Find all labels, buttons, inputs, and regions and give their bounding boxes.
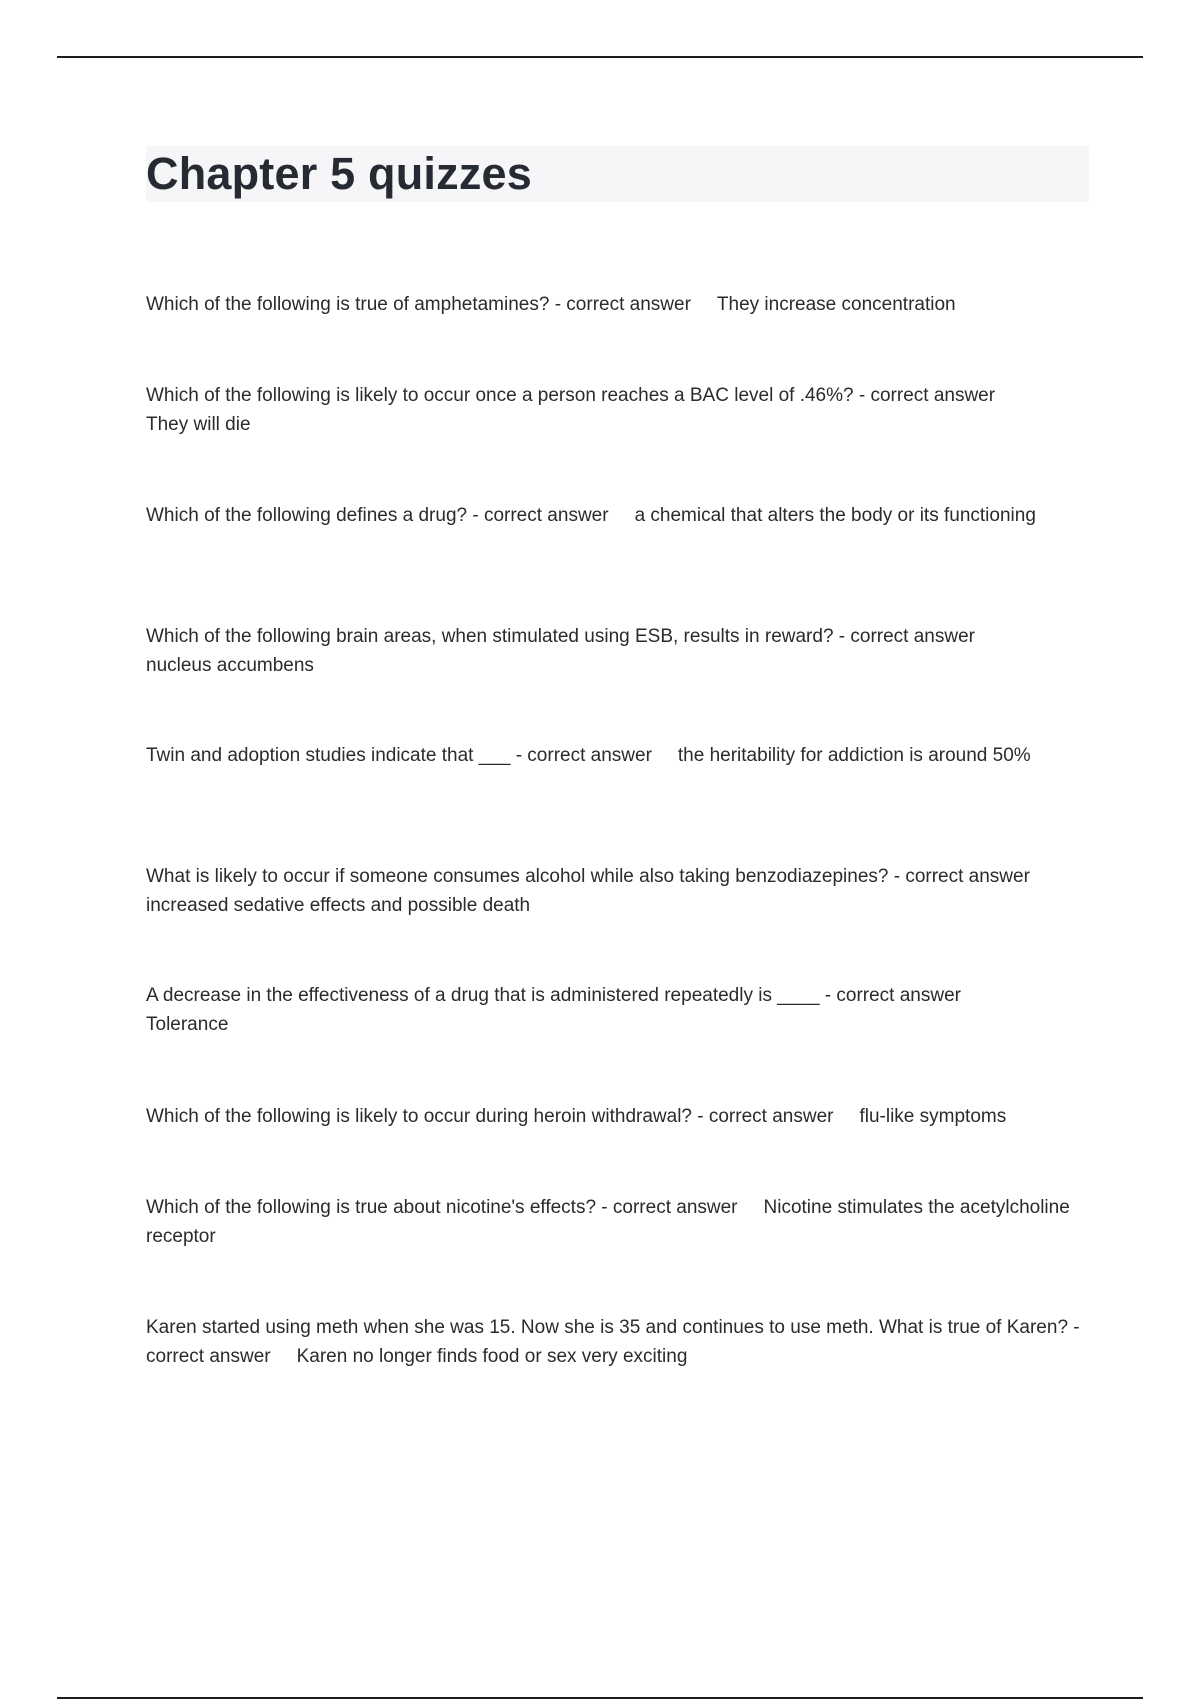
answer-text: flu-like symptoms bbox=[859, 1106, 1007, 1127]
question-text: Which of the following is likely to occur once a person reaches a BAC level of .46%? - correct answer bbox=[146, 385, 996, 406]
answer-text: a chemical that alters the body or its functioning bbox=[634, 505, 1036, 526]
qa-item bbox=[146, 1193, 1096, 1251]
answer-text: They increase concentration bbox=[716, 294, 956, 315]
top-rule bbox=[57, 56, 1143, 58]
qa-item bbox=[146, 1102, 1096, 1131]
qa-item bbox=[146, 741, 1096, 770]
question-text: Twin and adoption studies indicate that ___ - correct answer bbox=[146, 745, 652, 766]
answer-text: nucleus accumbens bbox=[146, 655, 314, 676]
answer-text: Nicotine stimulates the acetylcholine receptor bbox=[146, 1197, 1070, 1247]
question-text: Karen started using meth when she was 15. Now she is 35 and continues to use meth. What is true of Karen? - correct answer bbox=[146, 1317, 1080, 1367]
page-title: Chapter 5 quizzes bbox=[146, 148, 532, 199]
question-text: A decrease in the effectiveness of a drug that is administered repeatedly is ____ - correct answer bbox=[146, 985, 961, 1006]
qa-item bbox=[146, 862, 1096, 920]
question-text: What is likely to occur if someone consumes alcohol while also taking benzodiazepines? - correct answer bbox=[146, 866, 1030, 887]
qa-item bbox=[146, 622, 1096, 680]
question-text: Which of the following defines a drug? - correct answer bbox=[146, 505, 609, 526]
qa-item bbox=[146, 981, 1096, 1039]
qa-item bbox=[146, 290, 1096, 319]
question-text: Which of the following is likely to occur during heroin withdrawal? - correct answer bbox=[146, 1106, 834, 1127]
qa-item bbox=[146, 1313, 1096, 1371]
qa-item bbox=[146, 381, 1096, 439]
question-text: Which of the following brain areas, when stimulated using ESB, results in reward? - correct answer bbox=[146, 626, 975, 647]
bottom-rule bbox=[57, 1697, 1143, 1699]
answer-text: Karen no longer finds food or sex very exciting bbox=[296, 1346, 688, 1367]
question-text: Which of the following is true about nicotine's effects? - correct answer bbox=[146, 1197, 738, 1218]
answer-text: the heritability for addiction is around 50% bbox=[677, 745, 1031, 766]
question-text: Which of the following is true of amphetamines? - correct answer bbox=[146, 294, 691, 315]
answer-text: increased sedative effects and possible death bbox=[146, 895, 531, 916]
answer-text: Tolerance bbox=[146, 1014, 229, 1035]
answer-text: They will die bbox=[146, 414, 251, 435]
qa-item bbox=[146, 501, 1096, 530]
